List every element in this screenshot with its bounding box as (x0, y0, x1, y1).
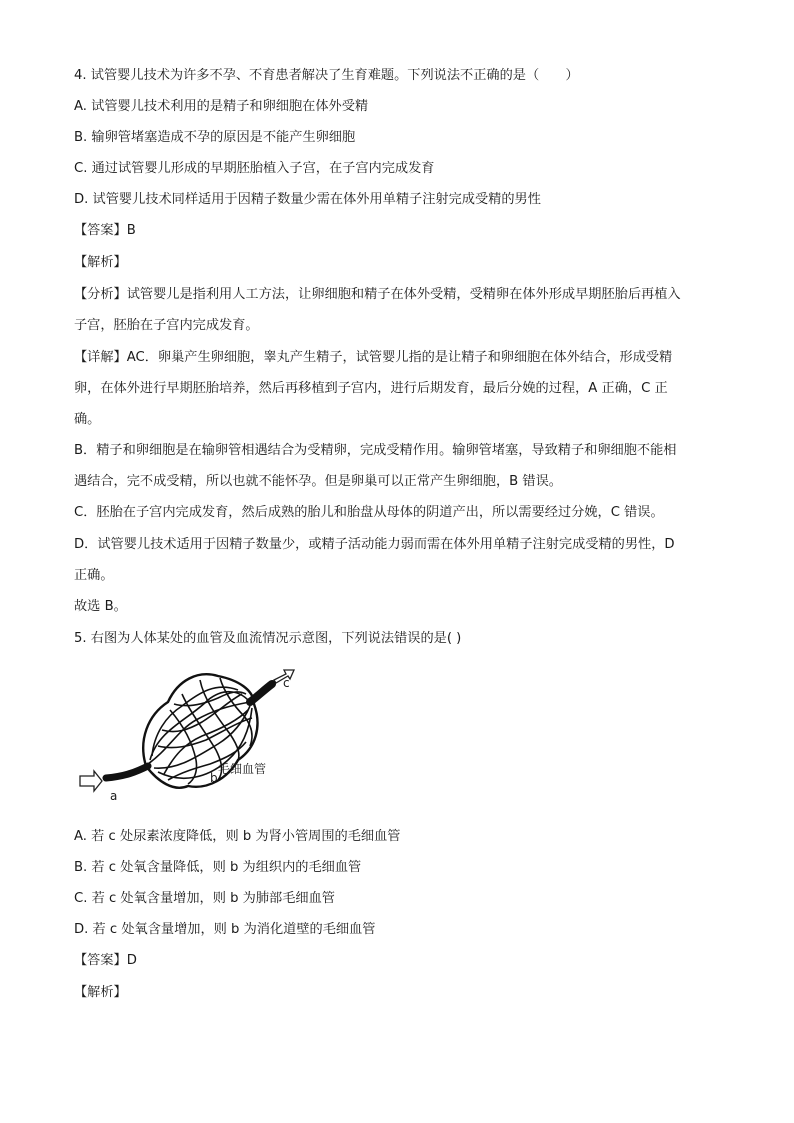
q4-option-c: C. 通过试管婴儿形成的早期胚胎植入子宫，在子宫内完成发育 (74, 161, 435, 176)
q4-option-b: B. 输卵管堵塞造成不孕的原因是不能产生卵细胞 (74, 130, 356, 145)
arteriole-vessel (106, 766, 148, 778)
q4-analysis-line: 【分析】试管婴儿是指利用人工方法，让卵细胞和精子在体外受精，受精卵在体外形成早期胚胎后再植入 (74, 287, 681, 302)
q5-answer: 【答案】D (74, 953, 137, 968)
q4-analysis-line: D．试管婴儿技术适用于因精子数量少，或精子活动能力弱而需在体外用单精子注射完成受精的男性，D (74, 537, 675, 552)
label-a: a (110, 789, 118, 803)
q4-analysis-line: 卵，在体外进行早期胚胎培养，然后再移植到子宫内，进行后期发育，最后分娩的过程，A 正确，C 正 (74, 381, 668, 396)
q5-option-c: C. 若 c 处氧含量增加，则 b 为肺部毛细血管 (74, 891, 335, 906)
q4-analysis-line: 子宫，胚胎在子宫内完成发育。 (74, 318, 259, 333)
q4-analysis-line: 遇结合，完不成受精，所以也就不能怀孕。但是卵巢可以正常产生卵细胞，B 错误。 (74, 474, 562, 489)
q4-analysis-line: 确。 (74, 412, 101, 427)
capillary-network-figure (78, 660, 308, 810)
q4-analysis-line: C．胚胎在子宫内完成发育，然后成熟的胎儿和胎盘从母体的阴道产出，所以需要经过分娩，C 错误。 (74, 505, 664, 520)
q4-analysis-line: 故选 B。 (74, 599, 127, 614)
q4-stem: 4. 试管婴儿技术为许多不孕、不育患者解决了生育难题。下列说法不正确的是（ ） (74, 68, 579, 83)
label-b: b (210, 771, 218, 785)
label-capillary: 毛细血管 (218, 762, 267, 776)
q4-analysis-line: B．精子和卵细胞是在输卵管相遇结合为受精卵，完成受精作用。输卵管堵塞，导致精子和卵细胞不能相 (74, 443, 677, 458)
q4-analysis-line: 正确。 (74, 568, 114, 583)
q4-option-a: A. 试管婴儿技术利用的是精子和卵细胞在体外受精 (74, 99, 369, 114)
q5-stem: 5. 右图为人体某处的血管及血流情况示意图，下列说法错误的是( ) (74, 631, 462, 646)
q4-option-d: D. 试管婴儿技术同样适用于因精子数量少需在体外用单精子注射完成受精的男性 (74, 192, 541, 207)
q4-analysis-heading: 【解析】 (74, 255, 127, 270)
q5-option-d: D. 若 c 处氧含量增加，则 b 为消化道壁的毛细血管 (74, 922, 376, 937)
q5-analysis-heading: 【解析】 (74, 985, 127, 1000)
q5-option-b: B. 若 c 处氧含量降低，则 b 为组织内的毛细血管 (74, 860, 362, 875)
q5-option-a: A. 若 c 处尿素浓度降低，则 b 为肾小管周围的毛细血管 (74, 829, 401, 844)
q4-answer: 【答案】B (74, 223, 136, 238)
capillary-network-drawing (78, 660, 308, 810)
inflow-arrow-icon (80, 771, 102, 791)
q4-analysis-line: 【详解】AC．卵巢产生卵细胞，睾丸产生精子，试管婴儿指的是让精子和卵细胞在体外结合，形成受精 (74, 350, 673, 365)
label-c: c (283, 676, 290, 690)
